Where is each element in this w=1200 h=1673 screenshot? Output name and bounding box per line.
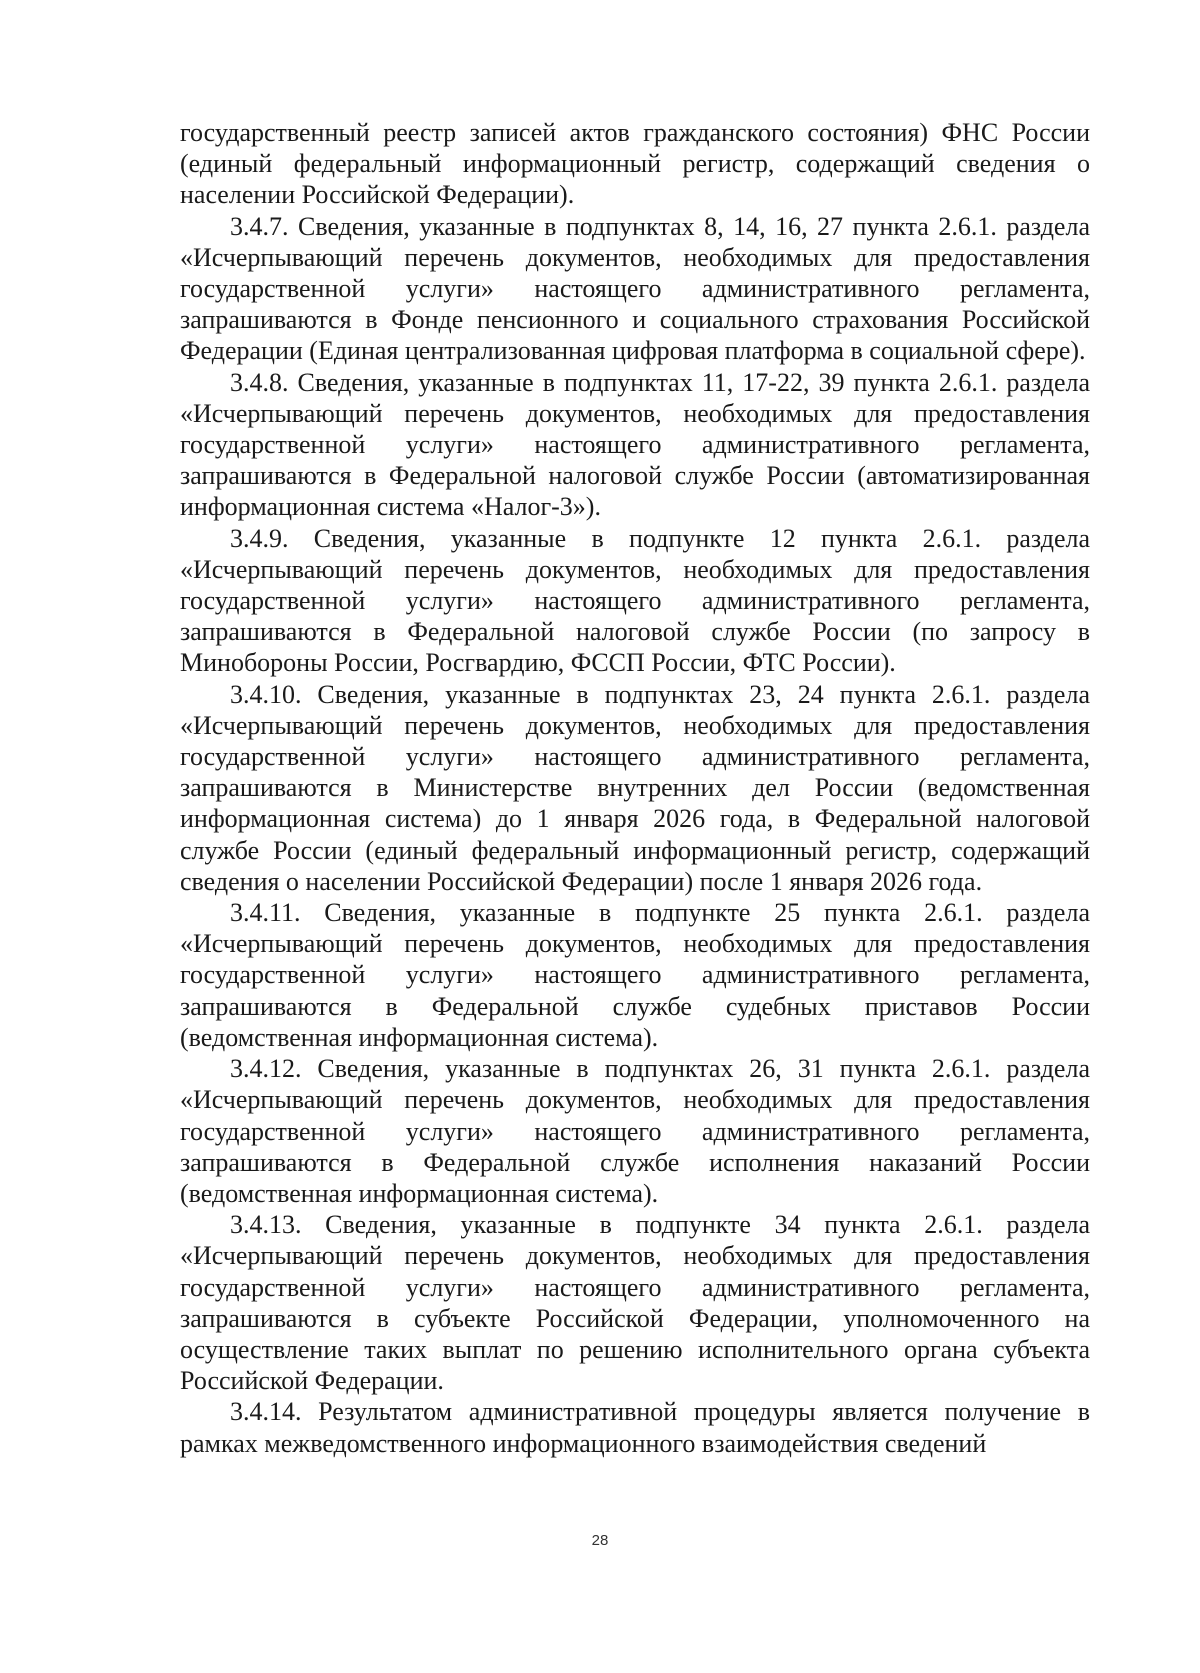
page-number: 28 [591,1532,609,1549]
paragraph-3-4-10: 3.4.10. Сведения, указанные в подпунктах 23, 24 пункта 2.6.1. раздела «Исчерпывающий перечень документов, необходимых для предоставления государственной услуги» настоящего административного регламента, запрашиваются в Министерстве внутренних дел России (ведомственная информационная система) до 1 января 2026 года, в Федеральной налоговой службе России (единый федеральный информационный регистр, содержащий сведения о населении Российской Федерации) после 1 января 2026 года. [180,679,1090,896]
paragraph-3-4-7: 3.4.7. Сведения, указанные в подпунктах 8, 14, 16, 27 пункта 2.6.1. раздела «Исчерпывающий перечень документов, необходимых для предоставления государственной услуги» настоящего административного регламента, запрашиваются в Фонде пенсионного и социального страхования Российской Федерации (Единая централизованная цифровая платформа в социальной сфере). [180,211,1090,366]
document-body [180,117,1090,1459]
paragraph-3-4-11: 3.4.11. Сведения, указанные в подпункте 25 пункта 2.6.1. раздела «Исчерпывающий перечень документов, необходимых для предоставления государственной услуги» настоящего административного регламента, запрашиваются в Федеральной службе судебных приставов России (ведомственная информационная система). [180,898,1090,1052]
paragraph-3-4-8: 3.4.8. Сведения, указанные в подпунктах 11, 17-22, 39 пункта 2.6.1. раздела «Исчерпывающий перечень документов, необходимых для предоставления государственной услуги» настоящего административного регламента, запрашиваются в Федеральной налоговой службе России (автоматизированная информационная система «Налог-3»). [180,367,1090,522]
paragraph-3-4-14: 3.4.14. Результатом административной процедуры является получение в рамках межведомственного информационного взаимодействия сведений [180,1397,1090,1458]
paragraph-3-4-13: 3.4.13. Сведения, указанные в подпункте 34 пункта 2.6.1. раздела «Исчерпывающий перечень документов, необходимых для предоставления государственной услуги» настоящего административного регламента, запрашиваются в субъекте Российской Федерации, уполномоченного на осуществление таких выплат по решению исполнительного органа субъекта Российской Федерации. [180,1210,1090,1396]
paragraph-continuation: государственный реестр записей актов гражданского состояния) ФНС России (единый федеральный информационный регистр, содержащий сведения о населении Российской Федерации). [180,118,1090,210]
paragraph-3-4-12: 3.4.12. Сведения, указанные в подпунктах 26, 31 пункта 2.6.1. раздела «Исчерпывающий перечень документов, необходимых для предоставления государственной услуги» настоящего административного регламента, запрашиваются в Федеральной службе исполнения наказаний России (ведомственная информационная система). [180,1054,1090,1208]
paragraph-3-4-9: 3.4.9. Сведения, указанные в подпункте 12 пункта 2.6.1. раздела «Исчерпывающий перечень документов, необходимых для предоставления государственной услуги» настоящего административного регламента, запрашиваются в Федеральной налоговой службе России (по запросу в Минобороны России, Росгвардию, ФССП России, ФТС России). [180,523,1090,678]
